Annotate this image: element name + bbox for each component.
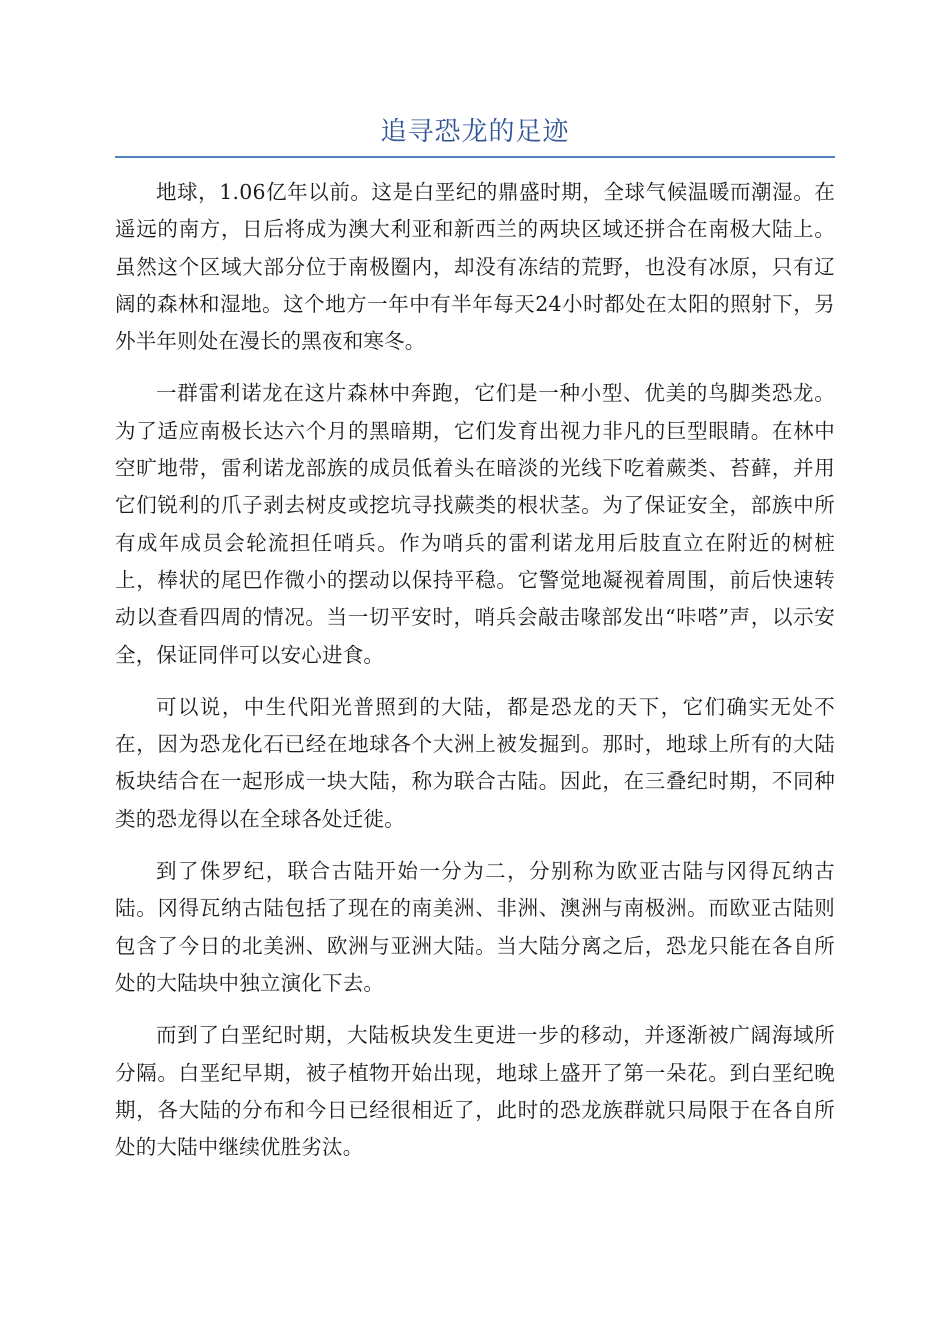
paragraph-3: 可以说，中生代阳光普照到的大陆，都是恐龙的天下，它们确实无处不在，因为恐龙化石已经在地球各个大洲上被发掘到。那时，地球上所有的大陆板块结合在一起形成一块大陆，称为联合古陆。因此，在三叠纪时期，不同种类的恐龙得以在全球各处迁徙。 xyxy=(115,694,835,831)
title-block xyxy=(115,112,835,158)
page-title: 追寻恐龙的足迹 xyxy=(380,117,570,147)
document-body xyxy=(115,174,835,1181)
paragraph-1: 地球，1.06亿年以前。这是白垩纪的鼎盛时期，全球气候温暖而潮湿。在遥远的南方，日后将成为澳大利亚和新西兰的两块区域还拼合在南极大陆上。虽然这个区域大部分位于南极圈内，却没有冻结的荒野，也没有冰原，只有辽阔的森林和湿地。这个地方一年中有半年每天24小时都处在太阳的照射下，另外半年则处在漫长的黑夜和寒冬。 xyxy=(115,180,835,354)
paragraph-4: 到了侏罗纪，联合古陆开始一分为二，分别称为欧亚古陆与冈得瓦纳古陆。冈得瓦纳古陆包括了现在的南美洲、非洲、澳洲与南极洲。而欧亚古陆则包含了今日的北美洲、欧洲与亚洲大陆。当大陆分离之后，恐龙只能在各自所处的大陆块中独立演化下去。 xyxy=(115,859,835,995)
paragraph-5: 而到了白垩纪时期，大陆板块发生更进一步的移动，并逐渐被广阔海域所分隔。白垩纪早期，被子植物开始出现，地球上盛开了第一朵花。到白垩纪晚期，各大陆的分布和今日已经很相近了，此时的恐龙族群就只局限于在各自所处的大陆中继续优胜劣汰。 xyxy=(115,1023,835,1160)
paragraph-2: 一群雷利诺龙在这片森林中奔跑，它们是一种小型、优美的鸟脚类恐龙。为了适应南极长达六个月的黑暗期，它们发育出视力非凡的巨型眼睛。在林中空旷地带，雷利诺龙部族的成员低着头在暗淡的光线下吃着蕨类、苔藓，并用它们锐利的爪子剥去树皮或挖坑寻找蕨类的根状茎。为了保证安全，部族中所有成年成员会轮流担任哨兵。作为哨兵的雷利诺龙用后肢直立在附近的树桩上，棒状的尾巴作微小的摆动以保持平稳。它警觉地凝视着周围，前后快速转动以查看四周的情况。当一切平安时，哨兵会敲击喙部发出“咔嗒”声，以示安全，保证同伴可以安心进食。 xyxy=(115,381,835,667)
